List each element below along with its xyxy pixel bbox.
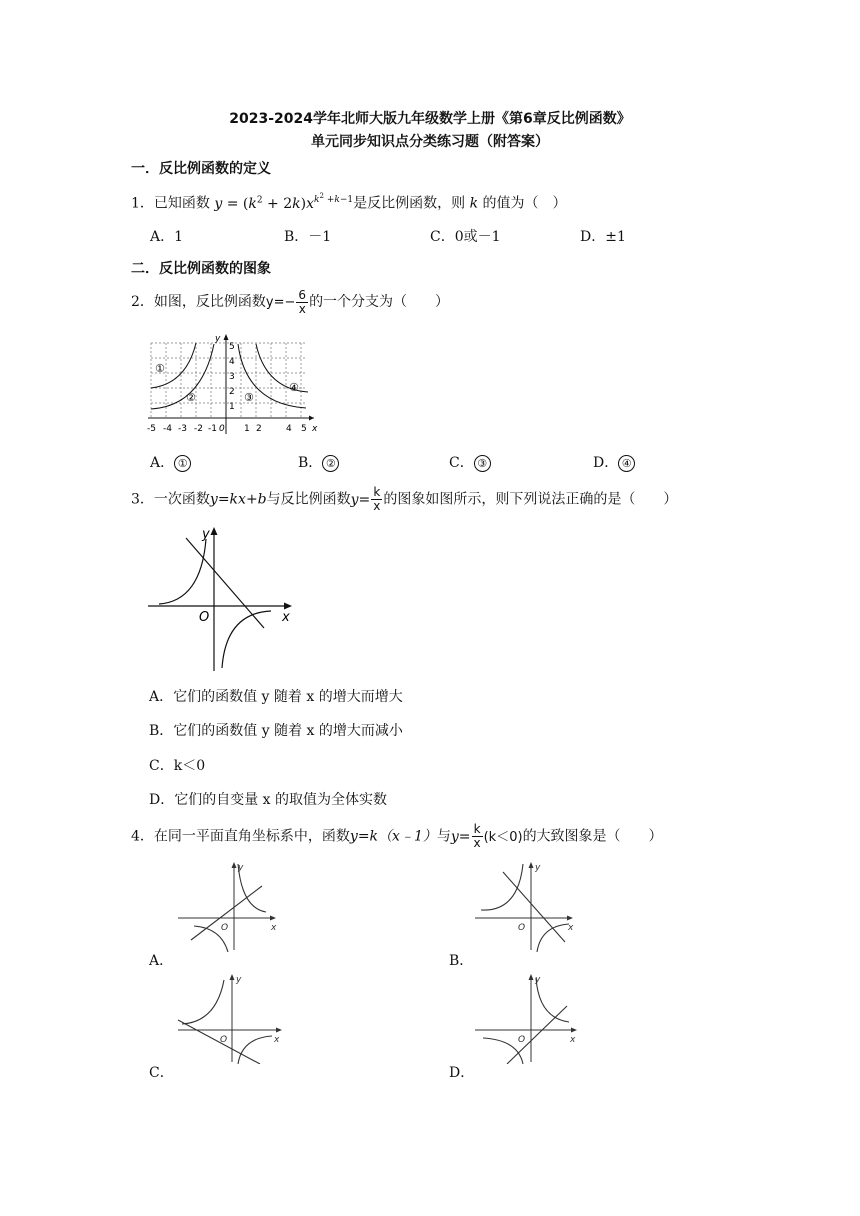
x-axis-label: x	[271, 923, 277, 933]
option-a[interactable]: A．它们的函数值 y 随着 x 的增大而增大	[149, 689, 403, 705]
graph-option-a	[176, 860, 282, 952]
option-a[interactable]: A． ①	[150, 452, 191, 472]
option-c[interactable]: C．	[149, 1065, 174, 1081]
curve-label-4: ④	[289, 381, 299, 394]
question-number: 1．	[131, 195, 154, 212]
formula: y=− $\frac{6}{x}$	[265, 288, 307, 316]
origin-label: O	[199, 610, 210, 625]
option-d[interactable]: D． ④	[593, 452, 635, 472]
curve-label-3: ③	[244, 391, 254, 404]
question-text: 的一个分支为（ ）	[309, 294, 450, 310]
y-tick: 3	[229, 372, 235, 382]
formula: y= $\frac{k}{x}$ (k＜0)	[450, 822, 523, 850]
x-tick: 1	[244, 424, 250, 434]
question-number: 4．	[131, 828, 154, 845]
option-d[interactable]: D．它们的自变量 x 的取值为全体实数	[149, 792, 388, 808]
x-tick: -3	[178, 424, 187, 434]
variable-k: k	[469, 195, 479, 212]
x-tick: -5	[147, 424, 156, 434]
question-text: 与反比例函数	[266, 491, 351, 508]
y-tick: 5	[229, 342, 235, 352]
y-axis-label: y	[215, 334, 221, 344]
question-text: 一次函数	[153, 491, 210, 508]
origin-label: O	[221, 923, 229, 933]
origin-label: 0	[219, 424, 225, 434]
x-tick: -4	[163, 424, 172, 434]
linear-function: y=kx+b	[209, 491, 267, 508]
formula: $y = (k^2 + 2k)x^{k^2 +k-1}$	[214, 192, 354, 212]
option-d[interactable]: D．±1	[580, 229, 626, 245]
graph-option-c	[176, 972, 282, 1064]
curve-label-2: ②	[186, 391, 196, 404]
question-text: 如图，反比例函数	[153, 294, 266, 310]
section-heading-graph: 二．反比例函数的图象	[131, 261, 271, 277]
graph-option-d	[473, 972, 579, 1064]
option-d[interactable]: D．	[449, 1065, 475, 1081]
question-text: 与	[436, 828, 451, 845]
question-number: 3．	[131, 491, 154, 508]
question-number: 2．	[131, 294, 154, 310]
question-3	[131, 486, 677, 513]
y-axis-label: y	[535, 975, 541, 985]
x-tick: -2	[194, 424, 203, 434]
option-a[interactable]: A．	[149, 953, 174, 969]
option-b[interactable]: B．－1	[284, 229, 332, 245]
origin-label: O	[518, 923, 526, 933]
y-axis-label: y	[238, 863, 244, 873]
x-axis-label: x	[312, 424, 318, 434]
origin-label: O	[220, 1035, 228, 1045]
question-2	[131, 289, 449, 316]
y-tick: 2	[229, 387, 235, 397]
option-c[interactable]: C． ③	[449, 452, 491, 472]
x-axis-label: x	[274, 1035, 280, 1045]
y-axis-label: y	[236, 975, 242, 985]
linear-function: y=k（x﹣1）	[349, 828, 437, 845]
grid-graph-figure	[146, 334, 321, 436]
x-tick: 4	[286, 424, 292, 434]
option-b[interactable]: B． ②	[298, 452, 339, 472]
y-tick: 1	[229, 402, 235, 412]
option-c[interactable]: C．0或－1	[430, 229, 501, 245]
x-axis-label: x	[570, 1035, 576, 1045]
question-text: 的大致图象是（ ）	[522, 828, 663, 845]
question-text: 已知函数	[153, 195, 210, 212]
formula: y= $\frac{k}{x}$	[350, 485, 381, 513]
x-tick: 5	[301, 424, 307, 434]
question-text: 是反比例函数，则	[353, 195, 466, 212]
question-text: 的图象如图所示，则下列说法正确的是（ ）	[383, 491, 678, 508]
question-4	[131, 823, 663, 850]
x-tick: -1	[208, 424, 217, 434]
y-axis-label: y	[202, 527, 210, 542]
y-axis-label: y	[535, 863, 541, 873]
x-tick: 2	[256, 424, 262, 434]
x-axis-label: x	[568, 923, 574, 933]
question-1	[131, 192, 567, 213]
option-b[interactable]: B．它们的函数值 y 随着 x 的增大而减小	[149, 723, 403, 739]
question-text: 在同一平面直角坐标系中，函数	[153, 828, 350, 845]
graph-option-b	[473, 860, 579, 952]
curve-label-1: ①	[155, 362, 165, 375]
option-b[interactable]: B．	[449, 953, 474, 969]
x-axis-label: x	[282, 610, 290, 625]
origin-label: O	[518, 1035, 526, 1045]
page-subtitle: 单元同步知识点分类练习题（附答案）	[311, 134, 549, 150]
option-c[interactable]: C．k＜0	[149, 758, 206, 774]
page-title: 2023-2024学年北师大版九年级数学上册《第6章反比例函数》	[229, 111, 631, 127]
section-heading-definition: 一．反比例函数的定义	[131, 161, 271, 177]
question-text: 的值为（ ）	[482, 195, 567, 212]
function-graph-figure	[146, 525, 296, 673]
y-tick: 4	[229, 357, 235, 367]
option-a[interactable]: A．1	[150, 229, 184, 245]
